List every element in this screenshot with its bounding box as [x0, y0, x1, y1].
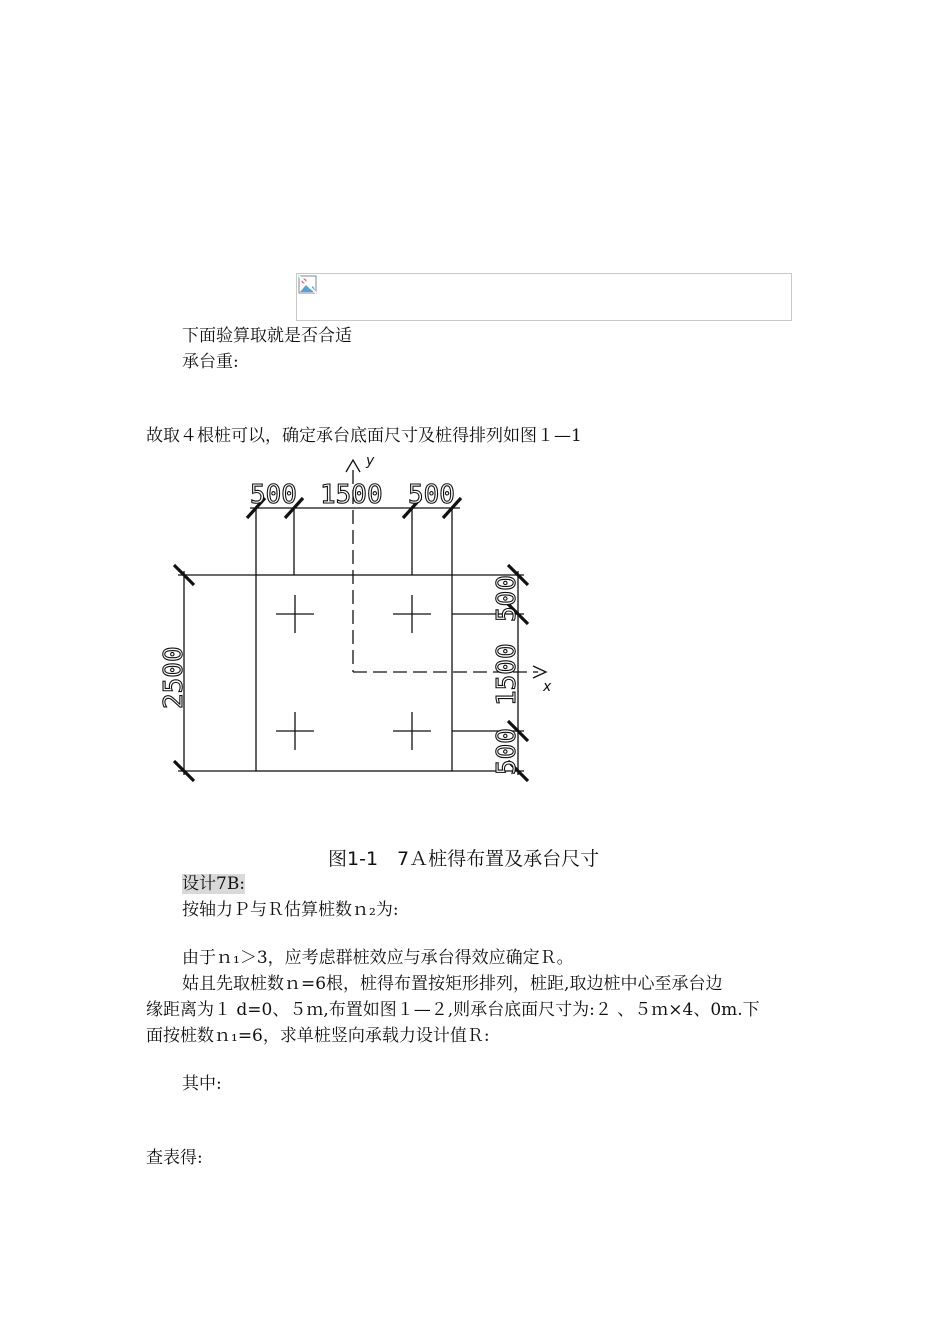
text-line-design-7b [182, 873, 245, 895]
text-line-table: 查表得: [146, 1148, 203, 1168]
figure-caption: 图1-1 7Ａ桩得布置及承台尺寸 [328, 848, 600, 870]
design-7b-highlight: 设计7B: [182, 874, 246, 894]
axis-x-label: x [543, 679, 552, 695]
dim-right-top: 500 [492, 575, 522, 622]
text-line-cap-weight: 承台重: [182, 352, 239, 372]
text-line-estimate: 按轴力Ｐ与Ｒ估算桩数ｎ₂为: [182, 900, 399, 920]
broken-image-icon [298, 275, 318, 295]
dim-top-middle: 1500 [320, 480, 383, 510]
dim-left-total: 2500 [159, 646, 189, 709]
pile-layout-figure [150, 448, 570, 798]
text-line-verify: 下面验算取就是否合适 [182, 326, 352, 346]
text-line-edge-distance: 缘距离为１ d=0、５ｍ,布置如图１—２,则承台底面尺寸为:２ 、５ｍ×4、0m.下 [146, 1000, 760, 1020]
text-line-assume: 姑且先取桩数ｎ=6根，桩得布置按矩形排列，桩距,取边桩中心至承台边 [182, 974, 723, 994]
text-line-group-effect: 由于ｎ₁＞3，应考虑群桩效应与承台得效应确定Ｒ。 [182, 948, 574, 968]
dim-right-bottom: 500 [492, 728, 522, 775]
dim-right-middle: 1500 [492, 643, 522, 706]
text-line-pile-count: 故取４根桩可以，确定承台底面尺寸及桩得排列如图１—1 [146, 426, 582, 446]
dim-top-left: 500 [250, 480, 297, 510]
text-line-bearing: 面按桩数ｎ₁=6，求单桩竖向承载力设计值Ｒ: [146, 1026, 490, 1046]
axis-y-label: y [366, 453, 375, 469]
pile-cap-outline [256, 575, 452, 771]
embedded-image-placeholder [296, 273, 792, 321]
text-line-where: 其中: [182, 1074, 222, 1094]
dim-top-right: 500 [408, 480, 455, 510]
